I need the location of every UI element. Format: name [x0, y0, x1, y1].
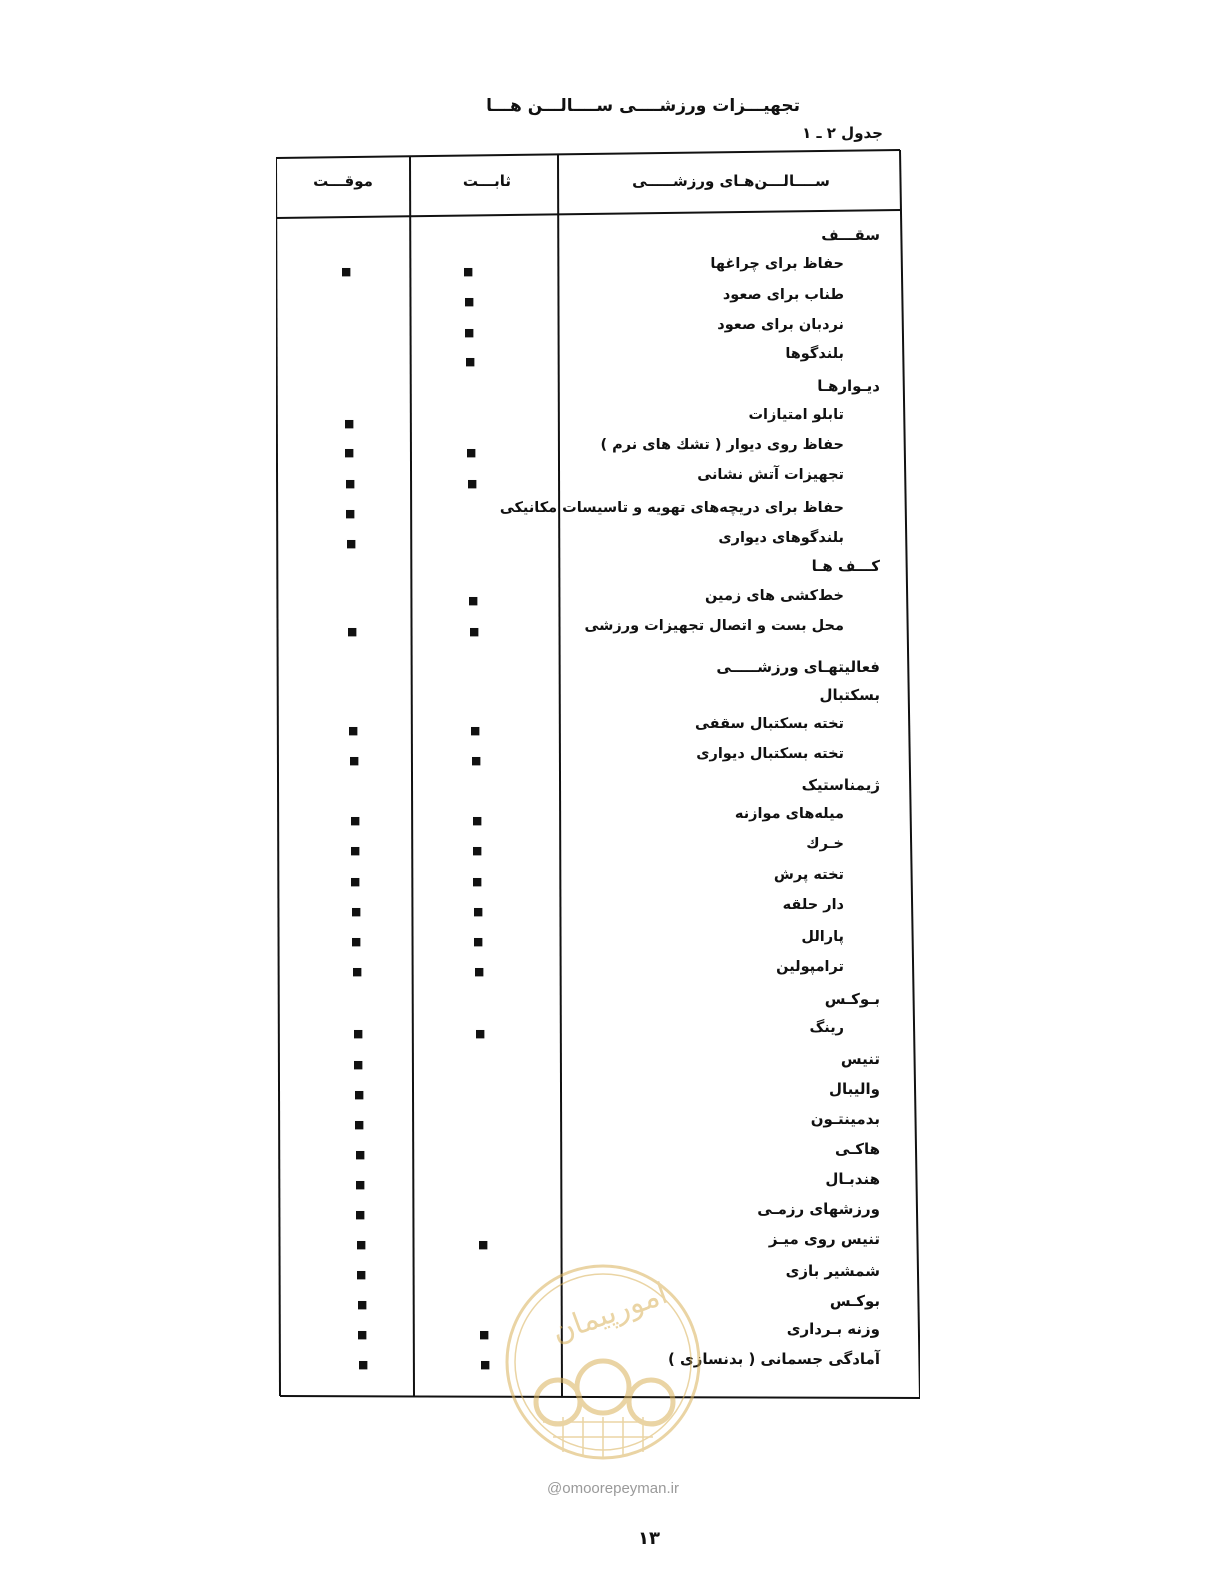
section-heading: هاکـی — [834, 1140, 880, 1158]
temporary-mark: ■ — [356, 1238, 367, 1251]
table-label: جدول ۲ ـ ۱ — [802, 124, 883, 142]
table-row-label: حفاظ برای دریچه‌های تهویه و تاسیسات مکانیکی — [499, 500, 844, 516]
page-number: ۱۳ — [638, 1528, 660, 1549]
section-heading: وزنه بـرداری — [786, 1320, 880, 1338]
fixed-mark: ■ — [467, 477, 478, 490]
temporary-mark: ■ — [344, 446, 355, 459]
table-row-label: خط‌کشی های زمین — [704, 588, 844, 604]
fixed-mark: ■ — [464, 295, 475, 308]
temporary-mark: ■ — [355, 1178, 366, 1191]
header-halls: ســــالـــن‌هـای ورزشـــــی — [632, 172, 830, 190]
fixed-mark: ■ — [473, 905, 484, 918]
header-temporary: موقـــت — [313, 172, 373, 190]
section-heading: بدمینتـون — [810, 1110, 880, 1128]
temporary-mark: ■ — [345, 507, 356, 520]
temporary-mark: ■ — [355, 1148, 366, 1161]
fixed-mark: ■ — [479, 1328, 490, 1341]
section-heading: بسکتبال — [819, 686, 880, 704]
table-row-label: تجهیزات آتش نشانی — [697, 467, 844, 483]
table-row-label: طناب برای صعود — [722, 287, 844, 303]
fixed-mark: ■ — [471, 754, 482, 767]
section-heading: دیـوارهـا — [817, 377, 880, 395]
fixed-mark: ■ — [473, 935, 484, 948]
temporary-mark: ■ — [357, 1298, 368, 1311]
table-row-label: پارالل — [801, 929, 844, 945]
temporary-mark: ■ — [350, 875, 361, 888]
section-heading: شمشیر بازی — [785, 1262, 880, 1280]
temporary-mark: ■ — [350, 844, 361, 857]
fixed-mark: ■ — [472, 814, 483, 827]
section-heading: سقـــف — [821, 226, 880, 244]
temporary-mark: ■ — [341, 265, 352, 278]
temporary-mark: ■ — [351, 935, 362, 948]
fixed-mark: ■ — [474, 965, 485, 978]
watermark-text: امورپیمان — [547, 1276, 673, 1351]
table-row-label: خـرك — [806, 836, 844, 852]
table-row-label: تخته بسکتبال سقفی — [694, 716, 844, 732]
table-row-label: حفاظ روی دیوار ( تشك های نرم ) — [600, 437, 844, 453]
temporary-mark: ■ — [352, 965, 363, 978]
fixed-mark: ■ — [472, 875, 483, 888]
temporary-mark: ■ — [349, 754, 360, 767]
table-row-label: میله‌های موازنه — [734, 806, 844, 822]
temporary-mark: ■ — [357, 1328, 368, 1341]
section-heading: بـوكـس — [824, 990, 880, 1008]
fixed-mark: ■ — [468, 594, 479, 607]
temporary-mark: ■ — [354, 1088, 365, 1101]
fixed-mark: ■ — [480, 1358, 491, 1371]
table-row-label: دار حلقه — [782, 897, 844, 913]
temporary-mark: ■ — [348, 724, 359, 737]
fixed-mark: ■ — [472, 844, 483, 857]
temporary-mark: ■ — [350, 814, 361, 827]
section-heading: ژیمناستیک — [801, 776, 880, 794]
table-row-label: تخته پرش — [773, 867, 844, 883]
table-row-label: بلندگوها — [785, 346, 844, 362]
header-fixed: ثابـــت — [462, 172, 512, 190]
temporary-mark: ■ — [355, 1208, 366, 1221]
section-heading: آمادگی جسمانی ( بدنسازی ) — [667, 1350, 880, 1368]
fixed-mark: ■ — [465, 355, 476, 368]
fixed-mark: ■ — [466, 446, 477, 459]
temporary-mark: ■ — [351, 905, 362, 918]
temporary-mark: ■ — [353, 1027, 364, 1040]
temporary-mark: ■ — [356, 1268, 367, 1281]
table-row-label: رینگ — [809, 1020, 844, 1036]
section-heading: ورزشهای رزمـی — [757, 1200, 880, 1218]
site-url: @omoorepeyman.ir — [547, 1480, 679, 1497]
table-row-label: نردبان برای صعود — [717, 317, 844, 333]
fixed-mark: ■ — [478, 1238, 489, 1251]
table-row-label: حفاظ برای چراغها — [710, 256, 844, 272]
table-row-label: تخته بسکتبال دیواری — [696, 746, 844, 762]
temporary-mark: ■ — [345, 477, 356, 490]
temporary-mark: ■ — [344, 417, 355, 430]
section-heading: کـــف هـا — [811, 557, 880, 575]
temporary-mark: ■ — [346, 537, 357, 550]
temporary-mark: ■ — [354, 1118, 365, 1131]
watermark-logo — [503, 1262, 703, 1462]
section-heading: والیبال — [829, 1080, 880, 1098]
table-row-label: ترامپولین — [776, 959, 844, 975]
table-row-label: محل بست و اتصال تجهیزات ورزشی — [584, 618, 844, 634]
fixed-mark: ■ — [463, 265, 474, 278]
table-row-label: تابلو امتیازات — [748, 407, 844, 423]
section-heading: بوكـس — [829, 1292, 880, 1310]
table-row-label: بلندگوهای دیواری — [718, 530, 844, 546]
temporary-mark: ■ — [347, 625, 358, 638]
fixed-mark: ■ — [464, 326, 475, 339]
section-heading: تنیس روی میـز — [768, 1230, 880, 1248]
temporary-mark: ■ — [358, 1358, 369, 1371]
section-heading: تنیس — [840, 1050, 880, 1068]
page-title: تجهیـــزات ورزشــــی ســــالـــن هـــا — [486, 96, 800, 116]
fixed-mark: ■ — [475, 1027, 486, 1040]
fixed-mark: ■ — [470, 724, 481, 737]
section-heading: هندبـال — [825, 1170, 880, 1188]
section-heading: فعالیتهـای ورزشـــــی — [716, 658, 880, 676]
fixed-mark: ■ — [469, 625, 480, 638]
temporary-mark: ■ — [353, 1058, 364, 1071]
